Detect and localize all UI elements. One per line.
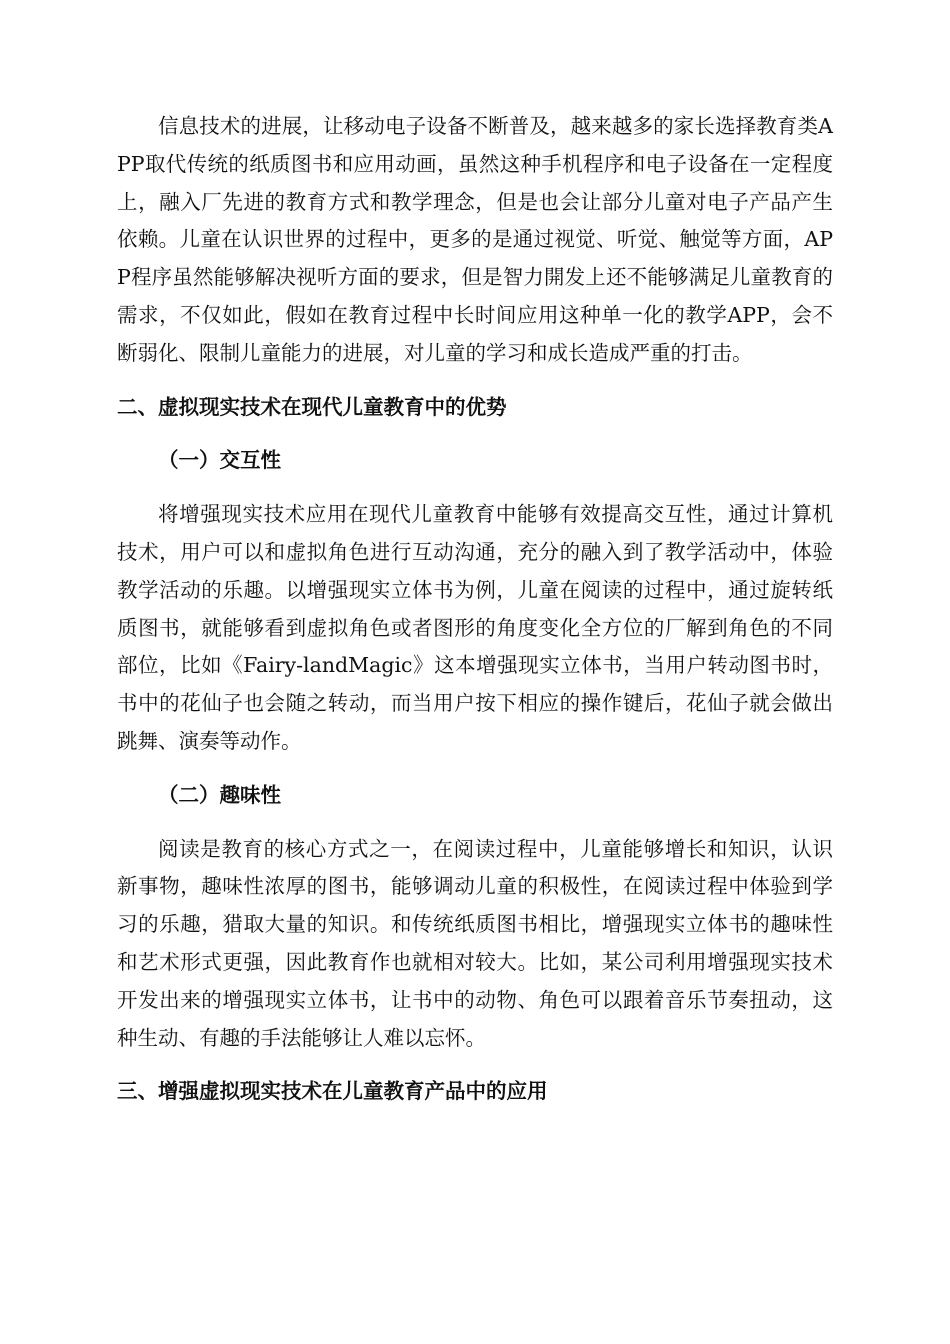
- document-page: [117, 108, 833, 1111]
- spacer: [117, 426, 833, 442]
- subsection-1-paragraph: 将增强现实技术应用在现代儿童教育中能够有效提高交互性，通过计算机技术，用户可以和虚拟角色进行互动沟通，充分的融入到了教学活动中，体验教学活动的乐趣。以增强现实立体书为例，儿童在阅读的过程中，通过旋转纸质图书，就能够看到虚拟角色或者图形的角度变化全方位的厂解到角色的不同部位，比如《Fairy-landMagic》这本增强现实立体书，当用户转动图书时，书中的花仙子也会随之转动，而当用户按下相应的操作键后，花仙子就会做出跳舞、演奏等动作。: [117, 502, 833, 753]
- subsection-2-paragraph: 阅读是教育的核心方式之一，在阅读过程中，儿童能够增长和知识，认识新事物，趣味性浓厚的图书，能够调动儿童的积极性，在阅读过程中体验到学习的乐趣，猎取大量的知识。和传统纸质图书相比，增强现实立体书的趣味性和艺术形式更强，因此教育作也就相对较大。比如，某公司利用增强现实技术开发出来的增强现实立体书，让书中的动物、角色可以跟着音乐节奏扭动，这种生动、有趣的手法能够让人难以忘怀。: [117, 836, 833, 1050]
- spacer: [117, 480, 833, 496]
- spacer: [117, 761, 833, 777]
- spacer: [117, 373, 833, 389]
- subsection-2-heading: （二）趣味性: [158, 782, 281, 807]
- section-3-heading: 三、增强虚拟现实技术在儿童教育产品中的应用: [117, 1079, 548, 1104]
- spacer: [117, 815, 833, 831]
- section-2-heading: 二、虚拟现实技术在现代儿童教育中的优势: [117, 394, 507, 419]
- spacer: [117, 1057, 833, 1073]
- subsection-1-heading: （一）交互性: [158, 448, 281, 473]
- intro-paragraph: 信息技术的进展，让移动电子设备不断普及，越来越多的家长选择教育类APP取代传统的纸质图书和应用动画，虽然这种手机程序和电子设备在一定程度上，融入厂先进的教育方式和教学理念，但是也会让部分儿童对电子产品产生依赖。儿童在认识世界的过程中，更多的是通过视觉、听觉、触觉等方面，APP程序虽然能够解决视听方面的要求，但是智力開发上还不能够满足儿童教育的需求，不仅如此，假如在教育过程中长时间应用这种单一化的教学APP，会不断弱化、限制儿童能力的进展，对儿童的学习和成长造成严重的打击。: [117, 114, 833, 365]
